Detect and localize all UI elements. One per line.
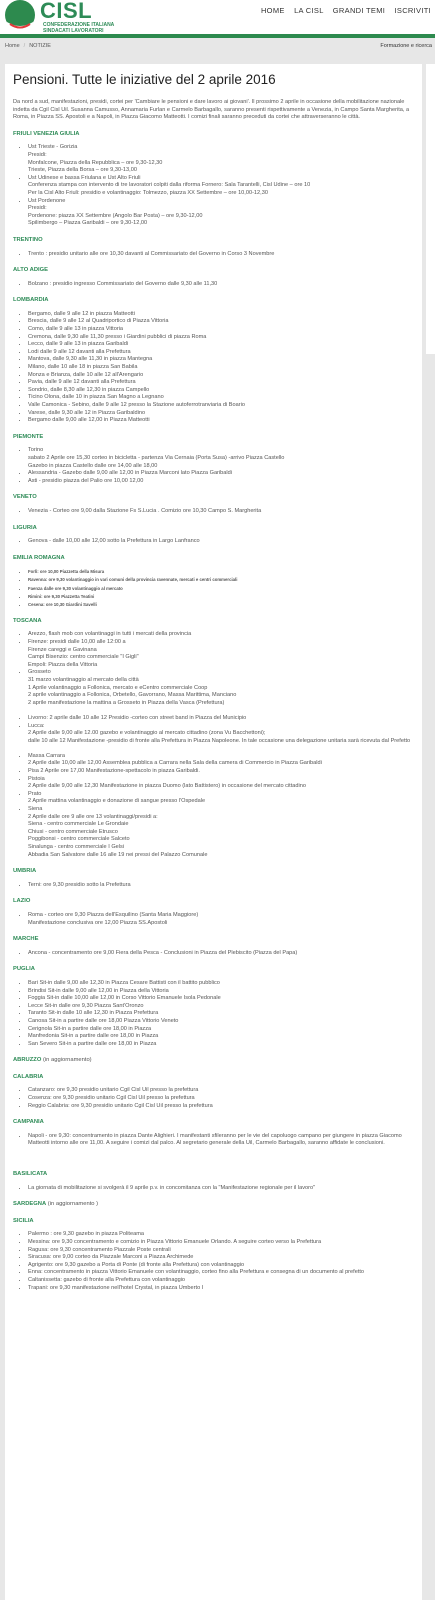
event-item xyxy=(28,372,414,380)
event-line: Trieste, Piazza della Borsa – ore 9,30-13,00 xyxy=(28,167,137,174)
event-line: Ust Trieste - Gorizia xyxy=(28,144,78,151)
event-line: 2 Aprile dalle 10,00 alle 12,00 Assemblea pubblica a Carrara nella Sala della camera di Commercio in Piazza Garibaldi xyxy=(28,760,322,767)
event-line: Manfredonia Sit-in a partire dalle ore 18,00 in Piazza xyxy=(28,1033,159,1040)
event-line: Canosa Sit-in a partire dalle ore 18,00 Piazza Vittorio Veneto xyxy=(28,1017,179,1024)
event-list-piemonte xyxy=(13,447,414,485)
event-item xyxy=(28,950,414,958)
event-item xyxy=(28,1041,414,1049)
event-list-puglia xyxy=(13,980,414,1048)
event-line: Valle Camonica - Sebino, dalle 9 alle 12 presso la Stazione autoferrotranviaria di Boario xyxy=(28,402,245,408)
event-line: Genova - dalle 10,00 alle 12,00 sotto la Prefettura in Largo Lanfranco xyxy=(28,538,200,545)
event-line: Varese, dalle 9,30 alle 12 in Piazza Garibaldino xyxy=(28,409,146,416)
event-item xyxy=(28,639,414,669)
event-list-basilicata xyxy=(13,1185,414,1193)
event-line: Chiusi - centro commerciale Etrusco xyxy=(28,828,118,835)
event-line: Roma - corteo ore 9,30 Piazza dell'Esquilino (Santa Maria Maggiore) xyxy=(28,911,199,918)
event-item xyxy=(28,1254,414,1262)
event-line: Forlì: ore 10,00 Piazzetta della Misura xyxy=(28,569,105,575)
event-item xyxy=(28,349,414,357)
logo-subtitle: CONFEDERAZIONE ITALIANA SINDACATI LAVORATORI xyxy=(43,22,115,34)
event-item xyxy=(28,1262,414,1270)
event-line: Arezzo, flash mob con volantinaggi in tutti i mercati della provincia xyxy=(28,631,192,638)
event-list-trentino xyxy=(13,251,414,259)
nav-item-home[interactable]: HOME xyxy=(260,6,285,15)
event-line: Catanzaro: ore 9,30 presidio unitario Cgil Cisl Uil presso la prefettura xyxy=(28,1087,199,1094)
sidebar-panel xyxy=(426,64,435,354)
region-name: TRENTINO xyxy=(13,236,43,243)
cisl-logo-icon[interactable] xyxy=(3,0,37,34)
event-line: Foggia Sit-in dalle 10,00 alle 12,00 in Corso Vittorio Emanuele Isola Pedonale xyxy=(28,995,221,1002)
event-line: Ancona - concentramento ore 9,00 Fiera della Pesca - Conclusioni in Piazza del Plebiscito (Piazza del Papa) xyxy=(28,949,298,956)
event-item xyxy=(28,1231,414,1239)
event-line: Massa Carrara xyxy=(28,752,65,759)
event-line: Gazebo in piazza Castello dalle ore 14,00 alle 18,00 xyxy=(28,462,158,469)
event-item xyxy=(28,715,414,723)
event-line: Monza e Brianza, dalle 10 alle 12 all'Arengario xyxy=(28,371,144,378)
event-item xyxy=(28,144,414,174)
event-item xyxy=(28,417,414,425)
logo-text[interactable]: CISL xyxy=(40,0,93,23)
event-item xyxy=(28,318,414,326)
event-line: Cerignola Sit-in a partire dalle ore 18,00 in Piazza xyxy=(28,1025,152,1032)
article-intro: Da nord a sud, manifestazioni, presidi, cortei per 'Cambiare le pensioni e dare lavoro ai giovani'. Il prossimo 2 aprile in occasione della mobilitazione nazionale indetta da Cgil Cisl Uil. Susanna Camusso, Annamaria Furlan e Carmelo Barbagallo, saranno presenti rispettivamente a Venezia, in Campo Santa Margherita, a Roma, in Piazza SS. Apostoli e a Napoli, in Piazza Giacomo Matteotti. I comizi finali saranno preceduti da cortei che attraverseranno le città. xyxy=(13,99,410,121)
event-list-emilia xyxy=(13,568,414,608)
event-line: Cesena: ore 10,30 Giardini Savelli xyxy=(28,601,97,607)
event-item xyxy=(28,364,414,372)
region-name: LIGURIA xyxy=(13,524,37,531)
event-line: Alessandria - Gazebo dalle 9,00 alle 12,00 in Piazza Marconi lato Piazza Garibaldi xyxy=(28,470,232,477)
breadcrumb-separator: / xyxy=(23,43,26,49)
event-line: Bergamo dalle 9,00 alle 12,00 in Piazza Matteotti xyxy=(28,417,150,424)
event-line: Torino xyxy=(28,447,44,454)
event-line: Pavia, dalle 9 alle 12 davanti alla Prefettura xyxy=(28,379,136,386)
region-heading-abruzzo xyxy=(13,1057,414,1065)
event-item xyxy=(28,995,414,1003)
event-line: Siena - centro commerciale Le Grondaie xyxy=(28,821,129,828)
event-line: Pisa 2 Aprile ore 17,00 Manifestazione-spettacolo in piazza Garibaldi. xyxy=(28,768,200,775)
event-list-liguria xyxy=(13,538,414,546)
event-list-campania xyxy=(13,1133,414,1148)
event-item xyxy=(28,753,414,768)
event-line: Bari Sit-in dalle 9,00 alle 12,30 in Piazza Cesare Battisti con il battito pubblico xyxy=(28,979,220,986)
event-item xyxy=(28,402,414,410)
event-item xyxy=(28,723,414,753)
region-note: (in aggiornamento ) xyxy=(46,1201,99,1208)
region-heading-fvg xyxy=(13,131,414,139)
event-line: Ust Udinese e bassa Friulana e Ust Alto Friuli xyxy=(28,174,141,181)
region-heading-basilicata xyxy=(13,1171,414,1179)
region-name: SICILIA xyxy=(13,1217,34,1224)
event-line: Milano, dalle 10 alle 18 in piazza San Babila xyxy=(28,364,138,371)
region-name: LAZIO xyxy=(13,898,31,905)
event-item xyxy=(28,341,414,349)
event-item xyxy=(28,394,414,402)
event-item xyxy=(28,1026,414,1034)
event-list-veneto xyxy=(13,508,414,516)
event-line: 1 Aprile volantinaggio a Follonica, mercato e eCentro commerciale Coop xyxy=(28,684,208,691)
event-item xyxy=(28,1018,414,1026)
region-heading-liguria xyxy=(13,525,414,533)
event-item xyxy=(28,1103,414,1111)
event-item xyxy=(28,1239,414,1247)
event-line: Mantova, dalle 9,30 alle 11,30 in piazza Mantegna xyxy=(28,356,153,363)
event-item xyxy=(28,1133,414,1148)
event-line: dalle 10 alle 12 Manifestazione -presidio di fronte alla Prefettura in Piazza Napoleone. In tale occasione una delegazione unitaria sarà ricevuta dal Prefetto xyxy=(28,737,411,744)
region-name: PIEMONTE xyxy=(13,433,44,440)
event-line: Trento : presidio unitario alle ore 10,30 davanti al Commissariato del Governo in Corso 3 Novembre xyxy=(28,250,275,257)
event-line: Palermo : ore 9,30 gazebo in piazza Politeama xyxy=(28,1231,144,1238)
event-item xyxy=(28,387,414,395)
event-list-sicilia xyxy=(13,1231,414,1292)
region-heading-piemonte xyxy=(13,434,414,442)
article-card xyxy=(5,64,422,1600)
event-list-fvg xyxy=(13,144,414,228)
event-line: Presidi: xyxy=(28,151,47,158)
event-line: 2 Aprile dalle 9,00 alle 12,30 Manifestazione in piazza Duomo (lato Battistero) in occasione del mercato cittadino xyxy=(28,783,306,790)
event-item xyxy=(28,601,414,609)
event-item xyxy=(28,882,414,890)
region-heading-altoadige xyxy=(13,267,414,275)
event-line: Ticino Olona, dalle 10 in piazza San Magno a Legnano xyxy=(28,394,164,401)
region-name: BASILICATA xyxy=(13,1171,48,1178)
event-line: Messina: ore 9,30 concentramento e comizio in Piazza Vittorio Emanuele Orlando. A seguire corteo verso la Prefettura xyxy=(28,1239,322,1245)
region-name: CALABRIA xyxy=(13,1073,44,1080)
nav-item-grandi-temi[interactable]: GRANDI TEMI xyxy=(332,6,386,15)
breadcrumb-current: NOTIZIE xyxy=(29,43,51,49)
event-line: Siracusa: ore 9,00 corteo da Piazzale Marconi a Piazza Archimede xyxy=(28,1254,194,1261)
event-line: 2 Aprile dalle ore 9 alle ore 13 volantinaggi/presidi a: xyxy=(28,813,158,820)
event-line: Pordenone: piazza XX Settembre (Angolo Bar Posta) – ore 9,30-12,00 xyxy=(28,212,203,219)
region-name: ABRUZZO xyxy=(13,1057,42,1064)
event-item xyxy=(28,1277,414,1285)
event-line: Per la Cisl Alto Friuli: presidio e volantinaggio: Tolmezzo, piazza XX Settembre – ore 10,00-12,30 xyxy=(28,189,268,196)
event-item xyxy=(28,1269,414,1277)
event-line: Firenze: presidi dalle 10,00 alle 12:00 a xyxy=(28,638,126,645)
event-list-altoadige xyxy=(13,281,414,289)
event-item xyxy=(28,334,414,342)
event-list-umbria xyxy=(13,882,414,890)
event-line: Terni: ore 9,30 presidio sotto la Prefettura xyxy=(28,881,131,888)
region-heading-emilia xyxy=(13,555,414,563)
event-line: Asti - presidio piazza del Palio ore 10,00 12,00 xyxy=(28,477,144,484)
event-line: Reggio Calabria: ore 9,30 presidio unitario Cgil Cisl Uil presso la prefettura xyxy=(28,1102,213,1109)
event-list-lombardia xyxy=(13,311,414,425)
header-accent-bar xyxy=(0,34,435,38)
event-line: Prato xyxy=(28,790,42,797)
event-item xyxy=(28,356,414,364)
region-heading-campania xyxy=(13,1119,414,1127)
event-line: Agrigento: ore 9,30 gazebo a Porta di Ponte (di fronte alla Prefettura) con volantinaggio xyxy=(28,1261,245,1268)
event-line: Ust Pordenone xyxy=(28,197,66,204)
event-item xyxy=(28,198,414,228)
event-line: Abbadia San Salvatore dalle 16 alle 19 nei pressi del Palazzo Comunale xyxy=(28,851,208,858)
region-name: PUGLIA xyxy=(13,966,35,973)
event-item xyxy=(28,1033,414,1041)
event-line: Empoli: Piazza della Vittoria xyxy=(28,661,98,668)
nav-item-iscriviti[interactable]: ISCRIVITI xyxy=(394,6,431,15)
region-note: (in aggiornamento) xyxy=(41,1057,92,1064)
event-line: Firenze careggi e Gavinana xyxy=(28,646,97,653)
breadcrumb-home-link[interactable]: Home xyxy=(5,43,20,49)
event-item xyxy=(28,478,414,486)
event-item xyxy=(28,1185,414,1193)
event-item xyxy=(28,988,414,996)
event-line: Enna: concentramento in piazza Vittorio Emanuele con volantinaggio, corteo fino alla Prefettura e consegna di un documento al prefetto xyxy=(28,1269,365,1276)
event-line: 2 aprile manifestazione la mattina a Grosseto in Piazza della Vasca (Prefettura) xyxy=(28,699,225,706)
event-line: Lodi dalle 9 alle 12 davanti alla Prefettura xyxy=(28,348,131,355)
site-header xyxy=(0,0,435,38)
event-line: Monfalcone, Piazza della Repubblica – ore 9,30-12,30 xyxy=(28,159,163,166)
region-name: VENETO xyxy=(13,494,37,501)
event-line: Cosenza: ore 9,30 presidio unitario Cgil Cisl Uil presso la prefettura xyxy=(28,1095,195,1102)
event-line: Livorno: 2 aprile dalle 10 alle 12 Presidio -corteo con street band in Piazza del Municipio xyxy=(28,714,247,721)
event-item xyxy=(28,447,414,470)
event-item xyxy=(28,538,414,546)
event-list-toscana xyxy=(13,631,414,859)
event-item xyxy=(28,470,414,478)
event-item xyxy=(28,791,414,806)
event-item xyxy=(28,175,414,198)
region-heading-veneto xyxy=(13,494,414,502)
region-heading-lombardia xyxy=(13,297,414,305)
event-item xyxy=(28,669,414,715)
region-name: CAMPANIA xyxy=(13,1119,44,1126)
event-item xyxy=(28,311,414,319)
event-line: Sondrio, dalle 8,30 alle 12,30 in piazza Campello xyxy=(28,386,150,393)
region-heading-trentino xyxy=(13,237,414,245)
main-nav xyxy=(254,6,431,15)
event-line: Lecce Sit-in dalle ore 9,30 Piazza Sant'Oronzo xyxy=(28,1002,144,1009)
event-item xyxy=(28,1010,414,1018)
event-line: 2 Aprile dalle 9,00 alle 12.00 gazebo e volantinaggio al mercato cittadino (zona Vu Bacchettoni); xyxy=(28,730,266,737)
event-item xyxy=(28,1087,414,1095)
event-item xyxy=(28,912,414,927)
region-heading-umbria xyxy=(13,868,414,876)
event-line: Bolzano : presidio ingresso Commissariato del Governo dalle 9,30 alle 11,30 xyxy=(28,280,218,287)
event-line: Trapani: ore 9,30 manifestazione nell'hotel Crystal, in piazza Umberto I xyxy=(28,1284,204,1291)
region-name: MARCHE xyxy=(13,936,39,943)
event-line: Faenza dalle ore 9,30 volantinaggio al mercato xyxy=(28,585,123,591)
nav-item-la-cisl[interactable]: LA CISL xyxy=(294,6,324,15)
event-line: Napoli - ore 9,30: concentramento in piazza Dante Alighieri. I manifestanti sfileranno per le vie del capoluogo campano per giungere in piazza Giacomo Matteotti intorno alle ore 11,00. A seguire i comizi dal palco. Al segretario generale della Uil, Carmelo Barbagallo, saranno affidate le conclusioni. xyxy=(28,1132,402,1147)
event-line: Ravenna: ore 9,30 volantinaggio in vari comuni della provincia ravennate, mercati e centri commerciali xyxy=(28,577,238,583)
event-item xyxy=(28,776,414,791)
region-heading-calabria xyxy=(13,1074,414,1082)
event-line: Bergamo, dalle 9 alle 12 in piazza Matteotti xyxy=(28,310,135,317)
article-title: Pensioni. Tutte le iniziative del 2 aprile 2016 xyxy=(13,72,276,87)
event-item xyxy=(28,585,414,593)
event-line: Rimini: ore 9,30 Piazzetta Teatini xyxy=(28,593,95,599)
event-list-calabria xyxy=(13,1087,414,1110)
event-item xyxy=(28,281,414,289)
region-heading-puglia xyxy=(13,966,414,974)
region-name: LOMBARDIA xyxy=(13,297,49,304)
event-line: Presidi: xyxy=(28,205,47,212)
event-list-lazio xyxy=(13,912,414,927)
event-line: Sinalunga - centro commerciale I Gelsi xyxy=(28,844,125,850)
event-line: 31 marzo volantinaggio al mercato della città xyxy=(28,676,139,683)
region-heading-sicilia xyxy=(13,1218,414,1226)
event-line: Caltanissetta: gazebo di fronte alla Prefettura con volantinaggio xyxy=(28,1276,186,1283)
region-name: EMILIA ROMAGNA xyxy=(13,554,65,561)
event-line: Taranto Sit-in dalle 10 alle 12,30 in Piazza Prefettura xyxy=(28,1010,159,1017)
event-item xyxy=(28,1095,414,1103)
event-line: Conferenza stampa con intervento di tre lavoratori colpiti dalla riforma Fornero: Sala Tarantelli, Cisl Udine – ore 10 xyxy=(28,182,311,189)
event-item xyxy=(28,379,414,387)
event-line: Siena xyxy=(28,806,43,813)
event-line: Ragusa: ore 9,30 concentramento Piazzale Poste centrali xyxy=(28,1246,171,1253)
event-line: Brindisi Sit-in dalle 9,00 alle 12,00 in Piazza della Vittoria xyxy=(28,987,169,994)
event-item xyxy=(28,1285,414,1293)
event-item xyxy=(28,568,414,576)
event-list-marche xyxy=(13,950,414,958)
event-line: Pistoia xyxy=(28,775,45,782)
event-item xyxy=(28,1247,414,1255)
event-item xyxy=(28,508,414,516)
event-item xyxy=(28,980,414,988)
event-line: 2 Aprile mattina volantinaggio e donazione di sangue presso l'Ospedale xyxy=(28,798,206,805)
event-line: San Severo Sit-in a partire dalle ore 18,00 in Piazza xyxy=(28,1040,157,1047)
region-heading-sardegna xyxy=(13,1201,414,1209)
event-line: Manifestazione conclusiva ore 12,00 Piazza SS.Apostoli xyxy=(28,919,168,926)
event-item xyxy=(28,326,414,334)
event-line: Poggibonsi - centro commerciale Salceto xyxy=(28,836,130,843)
event-line: Como, dalle 9 alle 13 in piazza Vittoria xyxy=(28,326,124,333)
region-name: ALTO ADIGE xyxy=(13,267,48,274)
event-item xyxy=(28,593,414,601)
region-heading-lazio xyxy=(13,898,414,906)
event-item xyxy=(28,576,414,584)
region-name: TOSCANA xyxy=(13,617,42,624)
region-name: UMBRIA xyxy=(13,868,37,875)
event-item xyxy=(28,251,414,259)
event-line: Venezia - Corteo ore 9,00 dalla Stazione Fs S.Lucia . Comizio ore 10,30 Campo S. Margherita xyxy=(28,507,262,514)
event-line: Spilimbergo – Piazza Garibaldi – ore 9,30-12,00 xyxy=(28,220,148,227)
event-line: Lucca: xyxy=(28,722,45,729)
event-line: Grosseto xyxy=(28,669,51,676)
event-line: Campi Bisenzio: centro commerciale "I Gigli" xyxy=(28,654,139,661)
event-line: Brescia, dalle 9 alle 12 al Quadriportico di Piazza Vittoria xyxy=(28,318,169,325)
region-name: FRIULI VENEZIA GIULIA xyxy=(13,130,80,137)
event-item xyxy=(28,631,414,639)
event-line: La giornata di mobilitazione si svolgerà il 9 aprile p.v. in concomitanza con la "Manifestazione regionale per il lavoro" xyxy=(28,1184,316,1191)
event-line: sabato 2 Aprile ore 15,30 corteo in bicicletta - partenza Via Cernaia (Porta Susa) -arrivo Piazza Castello xyxy=(28,454,285,461)
event-item xyxy=(28,768,414,776)
event-line: Cremona, dalle 9,30 alle 11,30 presso i Giardini pubblici di piazza Roma xyxy=(28,333,207,340)
event-item xyxy=(28,410,414,418)
event-item xyxy=(28,1003,414,1011)
region-heading-toscana xyxy=(13,618,414,626)
region-heading-marche xyxy=(13,936,414,944)
event-item xyxy=(28,806,414,859)
breadcrumb xyxy=(0,40,435,53)
region-name: SARDEGNA xyxy=(13,1201,47,1208)
event-line: Lecco, dalle 9 alle 13 in piazza Garibaldi xyxy=(28,341,129,348)
breadcrumb-right-link[interactable]: Formazione e ricerca xyxy=(380,43,432,49)
event-line: 2 aprile volantinaggio a Follonica, Orbetello, Gavorrano, Massa Marittima, Manciano xyxy=(28,692,237,699)
